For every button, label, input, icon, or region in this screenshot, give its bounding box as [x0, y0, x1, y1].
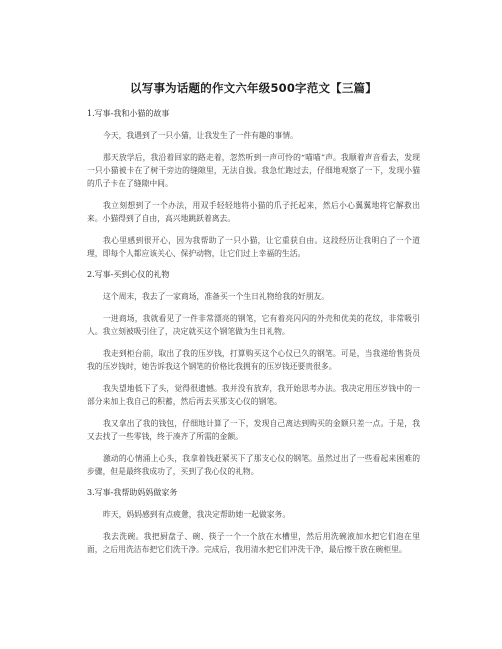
paragraph: 那天放学后，我沿着回家的路走着，忽然听到一声可怜的“喵喵”声。我顺着声音看去，发现一只小猫被卡在了树干旁边的缝隙里，无法自拔。我急忙跑过去，仔细地观察了一下，发现小猫的爪子卡在了缝隙中间。 [87, 153, 420, 188]
paragraph: 今天，我遇到了一只小猫，让我发生了一件有趣的事情。 [103, 131, 298, 140]
paragraph: 我又拿出了我的钱包，仔细地计算了一下，发现自己离达到购买的金额只差一点。于是，我又去找了一些零钱，终于凑齐了所需的金额。 [87, 419, 420, 441]
paragraph: 昨天，妈妈感到有点疲惫，我决定帮助她一起做家务。 [103, 510, 291, 519]
paragraph: 一进商场，我就看见了一件非常漂亮的钢笔，它有着亮闪闪的外壳和优美的花纹，非常吸引人。我立刻被吸引住了，决定就买这个钢笔做为生日礼物。 [87, 314, 420, 336]
section-1 [87, 108, 420, 260]
paragraph: 这个周末，我去了一家商场，准备买一个生日礼物给我的好朋友。 [103, 292, 330, 301]
section-2 [87, 269, 420, 478]
paragraph: 我去洗碗。我把厨盘子、碗、筷子一个一个放在水槽里，然后用洗碗液加水把它们泡在里面，之后用洗洁布把它们洗干净。完成后，我用清水把它们冲洗干净，最后擦干放在碗柜里。 [87, 532, 420, 554]
section-3 [87, 487, 420, 556]
paragraph: 我走到柜台前，取出了我的压岁钱，打算购买这个心仪已久的钢笔。可是，当我递给售货员我的压岁钱时，她告诉我这个钢笔的价格比我拥有的压岁钱还要贵很多。 [87, 349, 420, 371]
paragraph: 我心里感到很开心，因为我帮助了一只小猫，让它重获自由。这段经历让我明白了一个道理，即每个人都应该关心、保护动物，让它们过上幸福的生活。 [87, 236, 420, 258]
section-heading: 1.写事-我和小猫的故事 [87, 109, 170, 118]
section-heading: 2.写事-买到心仪的礼物 [87, 270, 170, 279]
document-title: 以写事为话题的作文六年级500字范文【三篇】 [130, 81, 377, 95]
paragraph: 激动的心情涌上心头，我拿着钱赶紧买下了那支心仪的钢笔。虽然过出了一些看起来困难的步骤，但是最终我成功了，买到了我心仪的礼物。 [87, 454, 420, 476]
paragraph: 我失望地低下了头，觉得很遗憾。我并没有放弃，我开始思考办法。我决定用压岁钱中的一部分来加上我自己的积蓄，然后再去买那支心仪的钢笔。 [87, 384, 420, 406]
section-heading: 3.写事-我帮助妈妈做家务 [87, 488, 178, 497]
paragraph: 我立刻想到了一个办法，用双手轻轻地将小猫的爪子托起来，然后小心翼翼地将它解救出来。小猫得到了自由，高兴地跳跃着离去。 [87, 201, 420, 223]
